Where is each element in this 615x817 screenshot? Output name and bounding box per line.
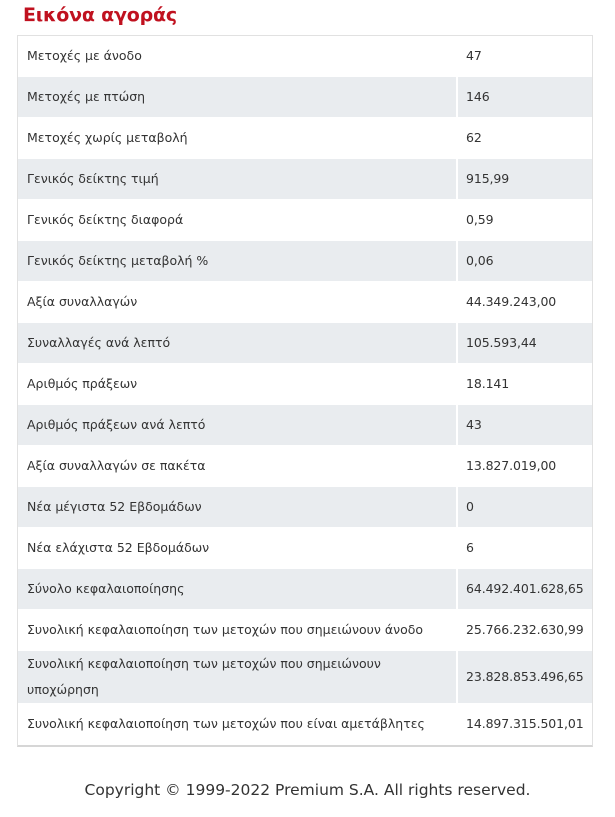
table-row — [18, 159, 592, 200]
table-row — [18, 704, 592, 745]
row-value: 0 — [457, 487, 592, 528]
table-row — [18, 405, 592, 446]
row-label: Αριθμός πράξεων ανά λεπτό — [18, 405, 457, 446]
table-row — [18, 323, 592, 364]
row-value: 105.593,44 — [457, 323, 592, 364]
row-value: 62 — [457, 118, 592, 159]
row-label: Αριθμός πράξεων — [18, 364, 457, 405]
copyright-footer: Copyright © 1999-2022 Premium S.A. All rights reserved. — [84, 781, 531, 799]
row-value: 0,59 — [457, 200, 592, 241]
row-value: 25.766.232.630,99 — [457, 610, 592, 651]
row-value: 47 — [457, 36, 592, 77]
row-value: 6 — [457, 528, 592, 569]
row-label: Γενικός δείκτης τιμή — [18, 159, 457, 200]
row-label: Σύνολο κεφαλαιοποίησης — [18, 569, 457, 610]
row-value: 146 — [457, 77, 592, 118]
row-label: Αξία συναλλαγών — [18, 282, 457, 323]
table-row — [18, 282, 592, 323]
row-label: Μετοχές με άνοδο — [18, 36, 457, 77]
table-row — [18, 569, 592, 610]
row-label: Συνολική κεφαλαιοποίηση των μετοχών που σημειώνουν υποχώρηση — [18, 651, 457, 704]
row-value: 14.897.315.501,01 — [457, 704, 592, 745]
row-label: Μετοχές με πτώση — [18, 77, 457, 118]
row-label: Συνολική κεφαλαιοποίηση των μετοχών που είναι αμετάβλητες — [18, 704, 457, 745]
row-value: 13.827.019,00 — [457, 446, 592, 487]
row-value: 18.141 — [457, 364, 592, 405]
row-label: Αξία συναλλαγών σε πακέτα — [18, 446, 457, 487]
table-row — [18, 364, 592, 405]
row-label: Νέα μέγιστα 52 Εβδομάδων — [18, 487, 457, 528]
row-label: Γενικός δείκτης διαφορά — [18, 200, 457, 241]
table-row — [18, 610, 592, 651]
row-label: Νέα ελάχιστα 52 Εβδομάδων — [18, 528, 457, 569]
row-value: 64.492.401.628,65 — [457, 569, 592, 610]
row-label: Συναλλαγές ανά λεπτό — [18, 323, 457, 364]
table-row — [18, 36, 592, 77]
table-row — [18, 118, 592, 159]
table-row — [18, 241, 592, 282]
table-row — [18, 446, 592, 487]
table-row — [18, 200, 592, 241]
row-value: 44.349.243,00 — [457, 282, 592, 323]
table-row — [18, 487, 592, 528]
market-overview-table — [17, 35, 593, 747]
row-label: Συνολική κεφαλαιοποίηση των μετοχών που σημειώνουν άνοδο — [18, 610, 457, 651]
table-row — [18, 528, 592, 569]
table-row — [18, 651, 592, 704]
row-value: 915,99 — [457, 159, 592, 200]
row-value: 0,06 — [457, 241, 592, 282]
row-value: 23.828.853.496,65 — [457, 651, 592, 704]
table-row — [18, 77, 592, 118]
page-title: Εικόνα αγοράς — [23, 4, 177, 26]
row-value: 43 — [457, 405, 592, 446]
row-label: Μετοχές χωρίς μεταβολή — [18, 118, 457, 159]
row-label: Γενικός δείκτης μεταβολή % — [18, 241, 457, 282]
